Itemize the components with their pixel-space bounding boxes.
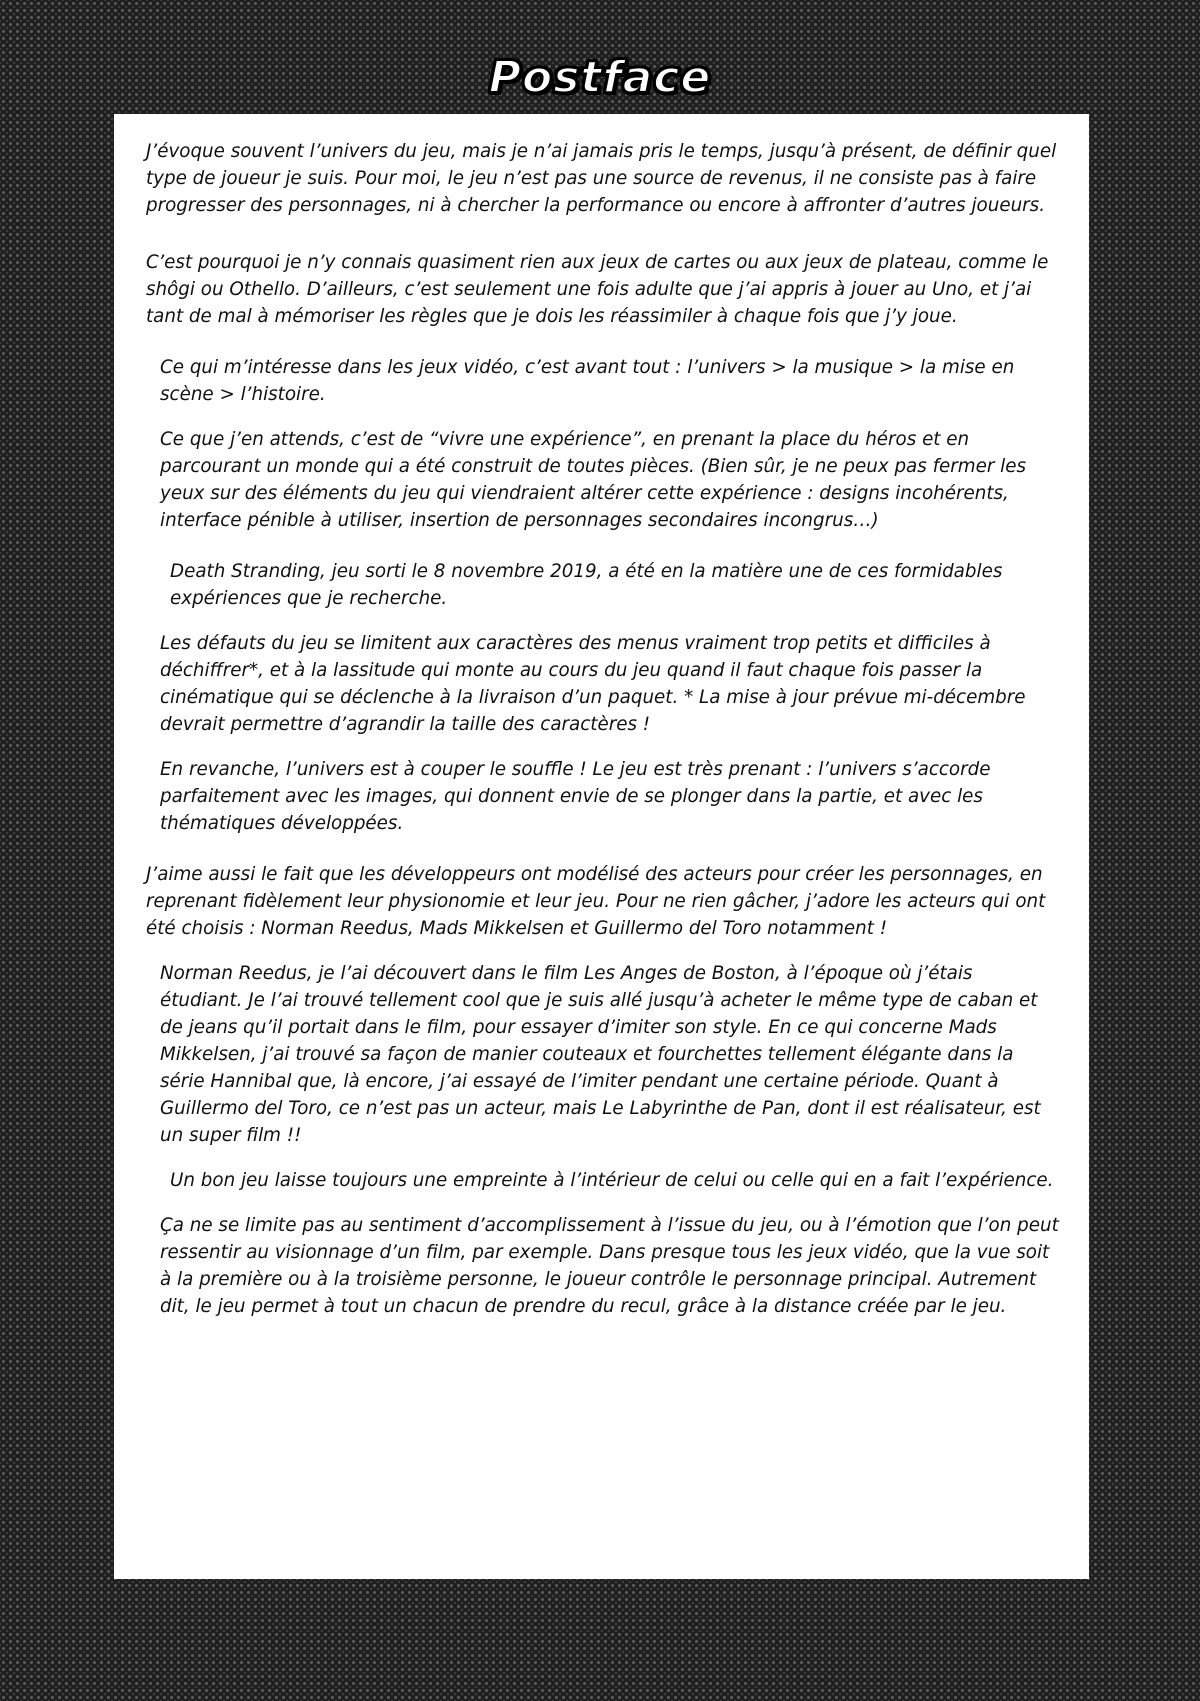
paragraph: Ce qui m’intéresse dans les jeux vidéo, c’est avant tout : l’univers > la musique > la mise en scène > l’histoire.	[160, 357, 1015, 405]
page-title: Postface	[488, 51, 712, 103]
paragraph: Ça ne se limite pas au sentiment d’accomplissement à l’issue du jeu, ou à l’émotion que l’on peut ressentir au visionnage d’un film, par exemple. Dans presque tous les jeux vidéo, que la vue soit à la première ou à la troisième personne, le joueur contrôle le personnage principal. Autrement dit, le jeu permet à tout un chacun de prendre du recul, grâce à la distance créée par le jeu.	[160, 1215, 1059, 1317]
paragraph: Un bon jeu laisse toujours une empreinte à l’intérieur de celui ou celle qui en a fait l’expérience.	[170, 1170, 1054, 1191]
paragraph: Les défauts du jeu se limitent aux caractères des menus vraiment trop petits et difficiles à déchiffrer*, et à la lassitude qui monte au cours du jeu quand il faut chaque fois passer la cinématique qui se déclenche à la livraison d’un paquet. * La mise à jour prévue mi-décembre devrait permettre d’agrandir la taille des caractères !	[160, 633, 1026, 735]
paragraph: En revanche, l’univers est à couper le souffle ! Le jeu est très prenant : l’univers s’accorde parfaitement avec les images, qui donnent envie de se plonger dans la partie, et avec les thématiques développées.	[160, 759, 991, 834]
paragraph: Death Stranding, jeu sorti le 8 novembre 2019, a été en la matière une de ces formidables expériences que je recherche.	[170, 561, 1003, 609]
paragraph: C’est pourquoi je n’y connais quasiment rien aux jeux de cartes ou aux jeux de plateau, comme le shôgi ou Othello. D’ailleurs, c’est seulement une fois adulte que j’ai appris à jouer au Uno, et j’ai tant de mal à mémoriser les règles que je dois les réassimiler à chaque fois que j’y joue.	[146, 252, 1049, 327]
paragraph: J’aime aussi le fait que les développeurs ont modélisé des acteurs pour créer les personnages, en reprenant fidèlement leur physionomie et leur jeu. Pour ne rien gâcher, j’adore les acteurs qui ont été choisis : Norman Reedus, Mads Mikkelsen et Guillermo del Toro notamment !	[146, 864, 1046, 939]
paragraph: Norman Reedus, je l’ai découvert dans le film Les Anges de Boston, à l’époque où j’étais étudiant. Je l’ai trouvé tellement cool que je suis allé jusqu’à acheter le même type de caban et de jeans qu’il portait dans le film, pour essayer d’imiter son style. En ce qui concerne Mads Mikkelsen, j’ai trouvé sa façon de manier couteaux et fourchettes tellement élégante dans la série Hannibal que, là encore, j’ai essayé de l’imiter pendant une certaine période. Quant à Guillermo del Toro, ce n’est pas un acteur, mais Le Labyrinthe de Pan, dont il est réalisateur, est un super film !!	[160, 963, 1041, 1146]
text-panel	[114, 114, 1089, 1579]
paragraph: J’évoque souvent l’univers du jeu, mais je n’ai jamais pris le temps, jusqu’à présent, de définir quel type de joueur je suis. Pour moi, le jeu n’est pas une source de revenus, il ne consiste pas à faire progresser des personnages, ni à chercher la performance ou encore à affronter d’autres joueurs.	[146, 141, 1057, 216]
title-area	[0, 42, 1200, 112]
paragraph: Ce que j’en attends, c’est de “vivre une expérience”, en prenant la place du héros et en parcourant un monde qui a été construit de toutes pièces. (Bien sûr, je ne peux pas fermer les yeux sur des éléments du jeu qui viendraient altérer cette expérience : designs incohérents, interface pénible à utiliser, insertion de personnages secondaires incongrus…)	[160, 429, 1027, 531]
